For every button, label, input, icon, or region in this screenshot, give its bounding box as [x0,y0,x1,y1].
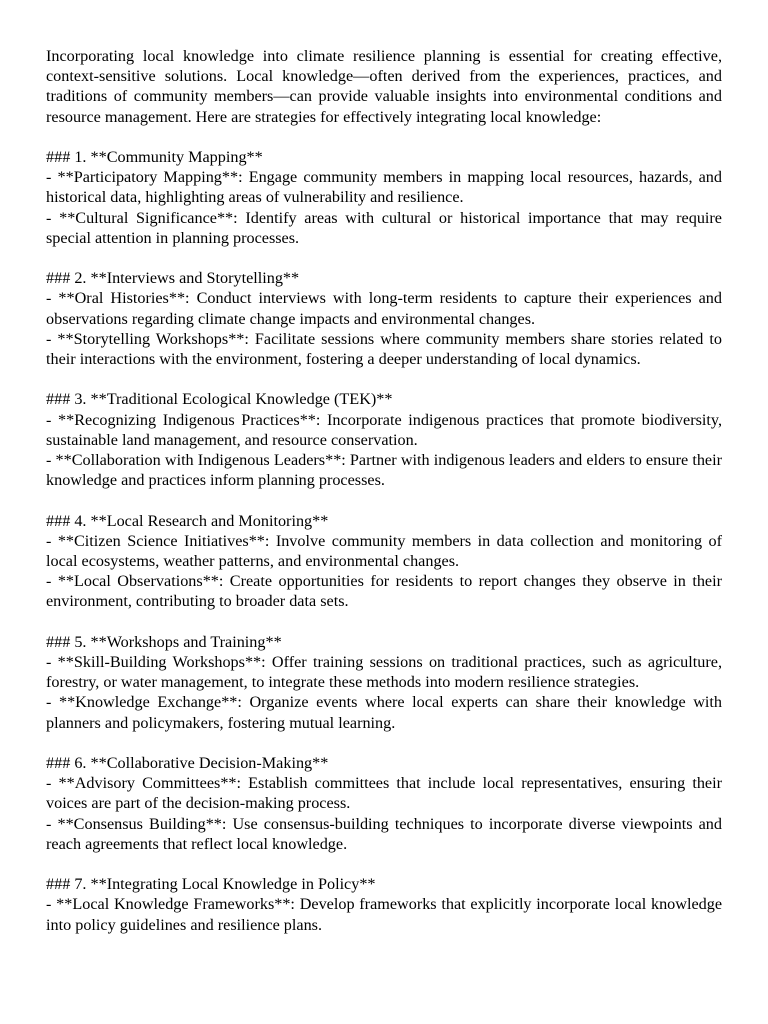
bullet-item: - **Cultural Significance**: Identify areas with cultural or historical importance that may require special attention in planning processes. [46,208,722,247]
bullet-item: - **Storytelling Workshops**: Facilitate sessions where community members share stories related to their interactions with the environment, fostering a deeper understanding of local dynamics. [46,329,722,369]
bullet-item: - **Collaboration with Indigenous Leaders**: Partner with indigenous leaders and elders to ensure their knowledge and practices inform planning processes. [46,451,722,490]
bullet-item: - **Consensus Building**: Use consensus-building techniques to incorporate diverse viewpoints and reach agreements that reflect local knowledge. [46,814,722,853]
section-collaborative-decision-making [46,753,722,854]
section-traditional-ecological-knowledge [46,389,722,490]
intro-paragraph: Incorporating local knowledge into climate resilience planning is essential for creating effective, context-sensitive solutions. Local knowledge—often derived from the experiences, practices, and traditions of community members—can provide valuable insights into environmental conditions and resource management. Here are strategies for effectively integrating local knowledge: [46,47,722,126]
bullet-item: - **Local Observations**: Create opportunities for residents to report changes they observe in their environment, contributing to broader data sets. [46,572,722,611]
section-workshops-training [46,632,722,733]
section-heading: ### 1. **Community Mapping** [46,148,263,166]
bullet-item: - **Recognizing Indigenous Practices**: Incorporate indigenous practices that promote biodiversity, sustainable land management, and resource conservation. [46,410,722,449]
bullet-item: - **Advisory Committees**: Establish committees that include local representatives, ensuring their voices are part of the decision-making process. [46,774,722,813]
bullet-item: - **Citizen Science Initiatives**: Involve community members in data collection and monitoring of local ecosystems, weather patterns, and environmental changes. [46,531,722,571]
bullet-item: - **Local Knowledge Frameworks**: Develop frameworks that explicitly incorporate local knowledge into policy guidelines and resilience plans. [46,895,722,934]
bullet-item: - **Oral Histories**: Conduct interviews with long-term residents to capture their experiences and observations regarding climate change impacts and environmental changes. [46,289,722,328]
bullet-item: - **Knowledge Exchange**: Organize events where local experts can share their knowledge with planners and policymakers, fostering mutual learning. [46,693,722,732]
section-heading: ### 3. **Traditional Ecological Knowledge (TEK)** [46,390,393,409]
section-community-mapping [46,147,722,248]
section-local-knowledge-policy [46,874,722,935]
section-heading: ### 4. **Local Research and Monitoring** [46,511,329,530]
section-heading: ### 2. **Interviews and Storytelling** [46,269,300,288]
section-heading: ### 6. **Collaborative Decision-Making** [46,754,329,773]
section-local-research-monitoring [46,511,722,612]
section-interviews-storytelling [46,268,722,369]
bullet-item: - **Participatory Mapping**: Engage community members in mapping local resources, hazards, and historical data, highlighting areas of vulnerability and resilience. [46,168,722,207]
section-heading: ### 7. **Integrating Local Knowledge in Policy** [46,875,376,894]
section-heading: ### 5. **Workshops and Training** [46,632,282,651]
bullet-item: - **Skill-Building Workshops**: Offer training sessions on traditional practices, such as agriculture, forestry, or water management, to integrate these methods into modern resilience strategies. [46,653,722,692]
